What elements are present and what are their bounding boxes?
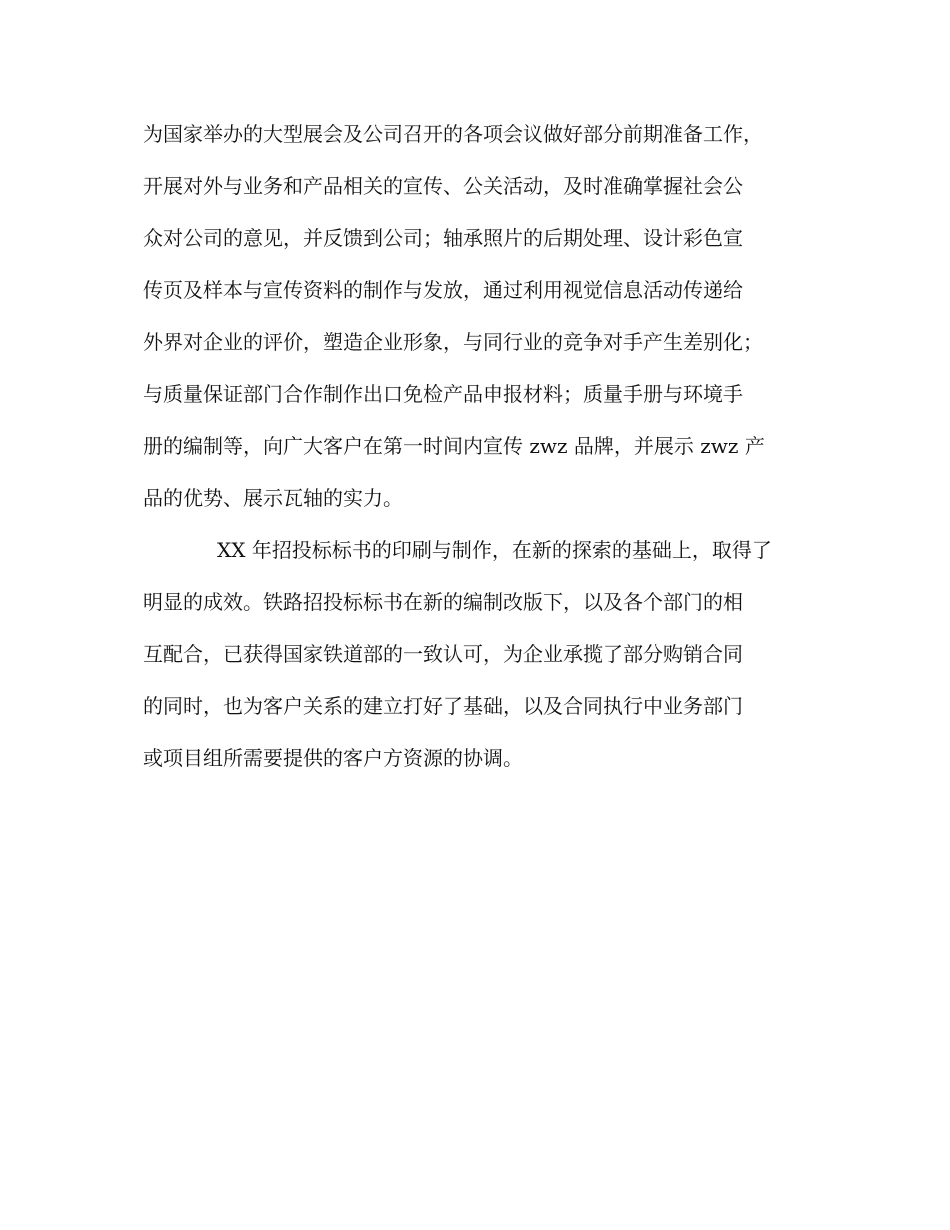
paragraph-line: 明显的成效。铁路招投标标书在新的编制改版下，以及各个部门的相 — [143, 590, 743, 614]
paragraph-line: 的同时，也为客户关系的建立打好了基础，以及合同执行中业务部门 — [143, 694, 743, 718]
paragraph-line: 册的编制等，向广大客户在第一时间内宣传 zwz 品牌，并展示 zwz 产 — [143, 434, 765, 458]
paragraph-line: 众对公司的意见，并反馈到公司；轴承照片的后期处理、设计彩色宣 — [143, 226, 743, 250]
paragraph-line: 传页及样本与宣传资料的制作与发放，通过利用视觉信息活动传递给 — [143, 278, 743, 302]
paragraph-line: 互配合，已获得国家铁道部的一致认可，为企业承揽了部分购销合同 — [143, 642, 743, 666]
paragraph-line: 或项目组所需要提供的客户方资源的协调。 — [143, 746, 523, 770]
paragraph-line: 与质量保证部门合作制作出口免检产品申报材料；质量手册与环境手 — [143, 382, 743, 406]
paragraph-line: 开展对外与业务和产品相关的宣传、公关活动，及时准确掌握社会公 — [143, 174, 743, 198]
paragraph-line: 为国家举办的大型展会及公司召开的各项会议做好部分前期准备工作， — [143, 122, 763, 146]
paragraph-line: 品的优势、展示瓦轴的实力。 — [143, 486, 403, 510]
body-text — [143, 108, 823, 784]
paragraph-line: 外界对企业的评价，塑造企业形象，与同行业的竞争对手产生差别化； — [143, 330, 763, 354]
paragraph-line: XX 年招投标标书的印刷与制作，在新的探索的基础上，取得了 — [217, 538, 772, 562]
